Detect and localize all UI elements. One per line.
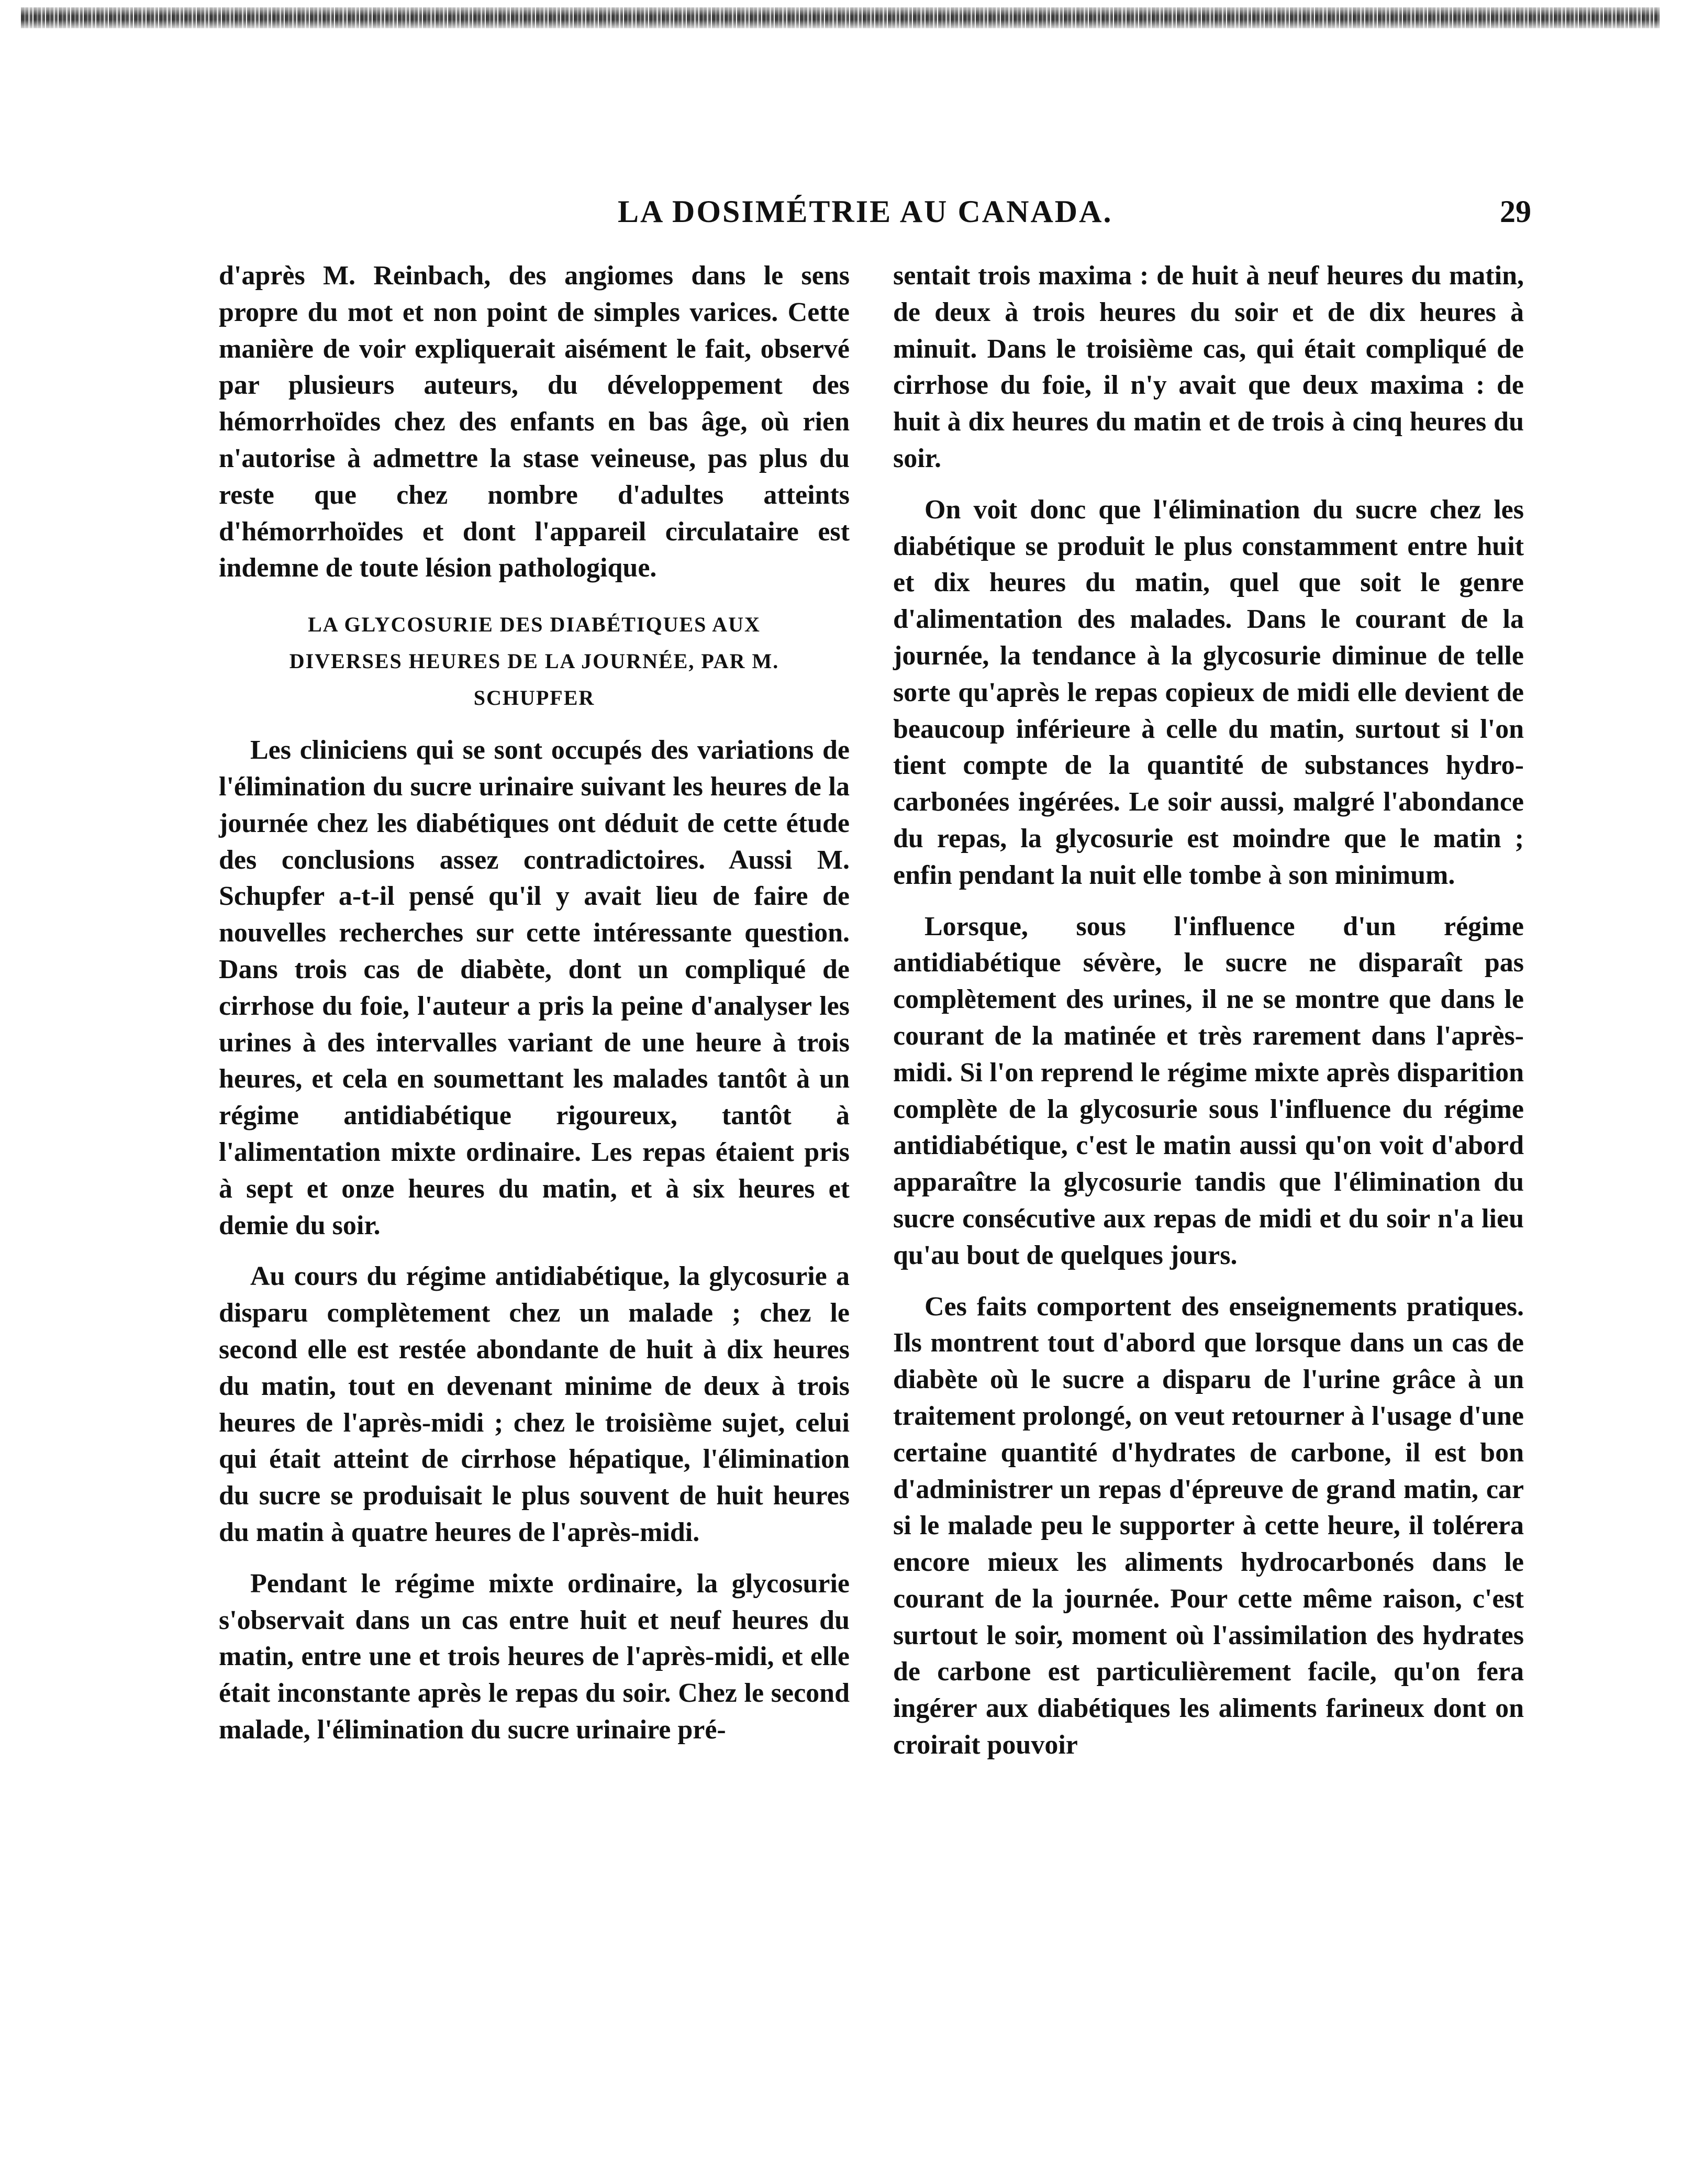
left-paragraph-2: Les cliniciens qui se sont occupés des variations de l'élimination du sucre urinaire suivant les heures de la journée chez les diabétiques ont déduit de cette étude des conclusions assez contradictoires. Aussi M. Schupfer a-t-il pensé qu'il y avait lieu de faire de nouvelles recherches sur cette intéressante question. Dans trois cas de diabète, dont un compliqué de cirrhose du foie, l'auteur a pris la peine d'analyser les urines à des intervalles variant de une heure à trois heures, et cela en soumettant les malades tantôt à un régime antidiabétique rigoureux, tantôt à l'alimentation mixte ordinaire. Les repas étaient pris à sept et onze heures du matin, et à six heures et demie du soir. [219, 735, 850, 1240]
right-column [893, 258, 1524, 1778]
right-paragraph-2: On voit donc que l'élimination du sucre chez les diabétique se produit le plus constamment entre huit et dix heures du matin, quel que soit le genre d'alimentation des malades. Dans le courant de la journée, la tendance à la glycosurie diminue de telle sorte qu'après le repas copieux de midi elle devient de beaucoup inférieure à celle du matin, surtout si l'on tient compte de la quantité de substances hydro-carbonées ingérées. Le soir aussi, malgré l'abondance du repas, la glycosurie est moindre que le matin ; enfin pendant la nuit elle tombe à son minimum. [893, 494, 1524, 890]
running-head: LA DOSIMÉTRIE AU CANADA. [618, 194, 1113, 229]
left-paragraph-3: Au cours du régime antidiabétique, la glycosurie a disparu complètement chez un malade ; chez le second elle est restée abondante de huit à dix heures du matin, tout en devenant minime de deux à trois heures de l'après-midi ; chez le troisième sujet, celui qui était atteint de cirrhose hépatique, l'élimination du sucre se produisait le plus souvent de huit heures du matin à quatre heures de l'après-midi. [219, 1261, 850, 1547]
left-paragraph-1: d'après M. Reinbach, des angiomes dans le sens propre du mot et non point de simples varices. Cette manière de voir expliquerait aisément le fait, observé par plusieurs auteurs, du développement des hémorrhoïdes chez des enfants en bas âge, où rien n'autorise à admettre la stase veineuse, pas plus du reste que chez nombre d'adultes atteints d'hémorrhoïdes et dont l'appareil circulataire est indemne de toute lésion pathologique. [219, 261, 850, 583]
page-number: 29 [1500, 194, 1531, 229]
left-column [219, 258, 850, 1763]
left-paragraph-4: Pendant le régime mixte ordinaire, la glycosurie s'observait dans un cas entre huit et neuf heures du matin, entre une et trois heures de l'après-midi, et elle était inconstante après le repas du soir. Chez le second malade, l'élimination du sucre urinaire pré- [219, 1568, 850, 1745]
right-paragraph-4: Ces faits comportent des enseignements pratiques. Ils montrent tout d'abord que lorsque dans un cas de diabète où le sucre a disparu de l'urine grâce à un traitement prolongé, on veut retourner à l'usage d'une certaine quantité d'hydrates de carbone, il est bon d'administrer un repas d'épreuve de grand matin, car si le malade peu le supporter à cette heure, il tolérera encore mieux les aliments hydrocarbonés dans le courant de la journée. Pour cette même raison, c'est surtout le soir, moment où l'assimilation des hydrates de carbone est particulièrement facile, qu'on fera ingérer aux diabétiques les aliments farineux dont on croirait pouvoir [893, 1291, 1524, 1760]
right-paragraph-1: sentait trois maxima : de huit à neuf heures du matin, de deux à trois heures du soir et de dix heures à minuit. Dans le troisième cas, qui était compliqué de cirrhose du foie, il n'y avait que deux maxima : de huit à dix heures du matin et de trois à cinq heures du soir. [893, 261, 1524, 473]
right-paragraph-3: Lorsque, sous l'influence d'un régime antidiabétique sévère, le sucre ne disparaît pas complètement des urines, il ne se montre que dans le courant de la matinée et très rarement dans l'après-midi. Si l'on reprend le régime mixte après disparition complète de la glycosurie sous l'influence du régime antidiabétique, c'est le matin aussi qu'on voit d'abord apparaître la glycosurie tandis que l'élimination du sucre consécutive aux repas de midi et du soir n'a lieu qu'au bout de quelques jours. [893, 911, 1524, 1270]
top-decorative-rule [21, 7, 1659, 28]
section-title: LA GLYCOSURIE DES DIABÉTIQUES AUX DIVERSES HEURES DE LA JOURNÉE, PAR M. SCHUPFER [289, 613, 779, 710]
